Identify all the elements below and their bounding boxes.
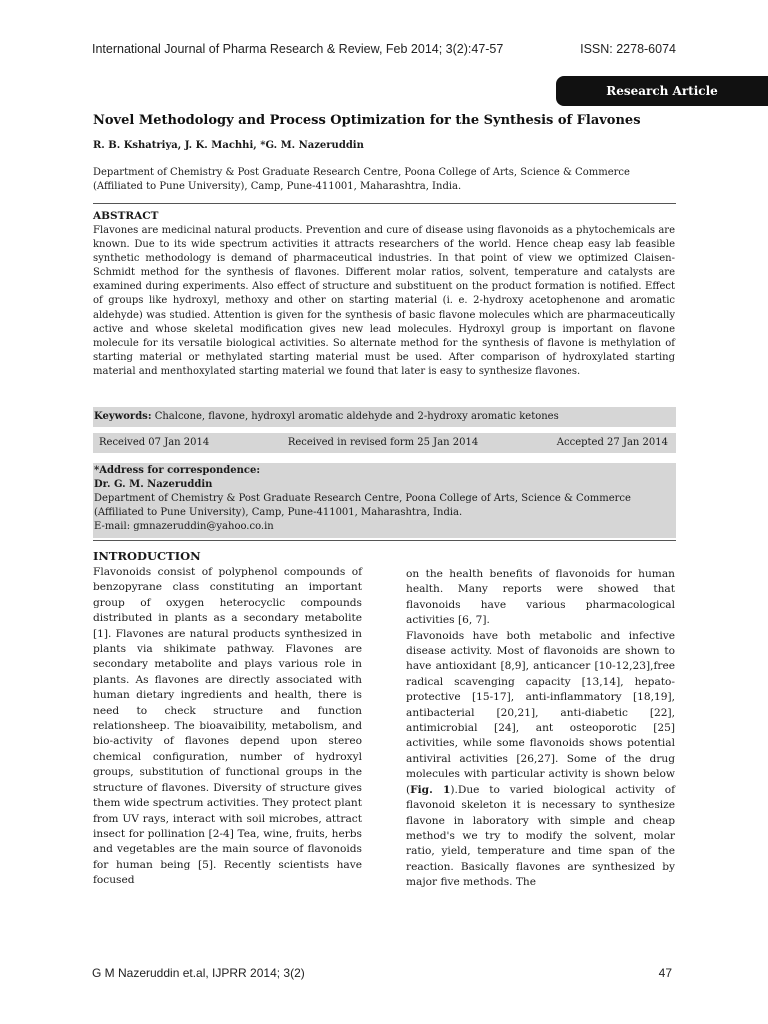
article-type-badge: Research Article (556, 76, 768, 106)
correspondence-name: Dr. G. M. Nazeruddin (94, 479, 213, 490)
page-footer (92, 966, 672, 980)
correspondence-heading: *Address for correspondence: (94, 465, 261, 476)
paragraph-text: Flavonoids have both metabolic and infective disease activity. Most of flavonoids are shown to have antioxidant [8,9], anticancer [10-12,23],free radical scavenging capacity [13,14], hepato-protective [15-17], anti-inflammatory [18,19], antibacterial [20,21], anti-diabetic [22], antimicrobial [24], ant osteoporotic [25] activities, while some flavonoids shows potential antiviral activities [26,27]. Some of the drug molecules with particular activity is shown below ( (406, 629, 675, 796)
dates-box (93, 433, 676, 453)
introduction-paragraph: Flavonoids consist of polyphenol compounds of benzopyrane class constituting an important group of oxygen heterocyclic compounds distributed in plants as a secondary metabolite [1]. Flavones are natural products synthesized in plants via shikimate pathway. Flavones are secondary metabolite and plays various role in plants. As flavones are directly associated with human dietary ingredients and health, there is need to check structure and function relationsheep. The bioavaibility, metabolism, and bio-activity of flavones depend upon stereo chemical configuration, number of hydroxyl groups, substitution of functional groups in the structure of flavones. Diversity of structure gives them wide spectrum activities. They protect plant from UV rays, interact with soil microbes, attract insect for pollination [2-4] Tea, wine, fruits, herbs and vegetables are the main source of flavonoids for human being [5]. Recently scientists have focused (93, 566, 362, 887)
correspondence-email: E-mail: gmnazeruddin@yahoo.co.in (94, 521, 274, 532)
abstract (93, 209, 675, 379)
introduction-paragraph (406, 629, 675, 891)
introduction-paragraph: on the health benefits of flavonoids for human health. Many reports were showed that flavonoids have various pharmacological activities [6, 7]. (406, 568, 675, 627)
issn: ISSN: 2278-6074 (580, 42, 676, 56)
right-column (406, 567, 675, 891)
correspondence-address-line: Department of Chemistry & Post Graduate Research Centre, Poona College of Arts, Science & Commerce (94, 493, 631, 504)
left-column (93, 548, 362, 889)
revised-date: Received in revised form 25 Jan 2014 (287, 437, 479, 448)
affiliation-line: (Affiliated to Pune University), Camp, Pune-411001, Maharashtra, India. (93, 181, 462, 192)
accepted-date: Accepted 27 Jan 2014 (556, 437, 668, 448)
keywords-label: Keywords: (94, 411, 152, 422)
affiliation (93, 166, 678, 194)
keywords-box (93, 407, 676, 427)
journal-header (92, 42, 676, 56)
paragraph-text: ).Due to varied biological activity of flavonoid skeleton it is necessary to synthesize flavone in laboratory with simple and cheap method's we try to modify the solvent, molar ratio, yield, temperature and time span of the reaction. Basically flavones are synthesized by major five methods. The (406, 783, 676, 889)
paper-title: Novel Methodology and Process Optimization for the Synthesis of Flavones (93, 113, 641, 128)
correspondence-box (93, 463, 676, 538)
journal-citation: International Journal of Pharma Research & Review, Feb 2014; 3(2):47-57 (92, 42, 504, 56)
affiliation-line: Department of Chemistry & Post Graduate Research Centre, Poona College of Arts, Science & Commerce (93, 167, 630, 178)
keywords-text: Chalcone, flavone, hydroxyl aromatic aldehyde and 2-hydroxy aromatic ketones (151, 411, 559, 422)
figure-reference: Fig. 1 (410, 783, 451, 796)
divider (93, 203, 676, 204)
correspondence-address-line: (Affiliated to Pune University), Camp, Pune-411001, Maharashtra, India. (94, 507, 463, 518)
received-date: Received 07 Jan 2014 (99, 437, 210, 448)
divider (93, 540, 676, 541)
abstract-heading: ABSTRACT (93, 210, 159, 222)
footer-citation: G M Nazeruddin et.al, IJPRR 2014; 3(2) (92, 966, 305, 980)
authors: R. B. Kshatriya, J. K. Machhi, *G. M. Nazeruddin (93, 140, 364, 151)
page-number: 47 (658, 966, 672, 980)
abstract-text: Flavones are medicinal natural products. Prevention and cure of disease using flavonoids as a phytochemicals are known. Due to its wide spectrum activities it attracts researchers of the world. Hence cheap easy lab feasible synthetic methodology is demand of pharmaceutical industries. In that point of view we optimized Claisen-Schmidt method for the synthesis of flavones. Different molar ratios, solvent, temperature and catalysts are examined during experiments. Also effect of structure and substituent on the product formation is notified. Effect of groups like hydroxyl, methoxy and other on starting material (i. e. 2-hydroxy acetophenone and aromatic aldehyde) was studied. Attention is given for the synthesis of basic flavone molecules which are pharmaceutically active and whose skeletal modification gives new lead molecules. Hydroxyl group is important on flavone molecule for its versatile biological activities. So alternate method for the synthesis of flavone is methylation of starting material or methylated starting material must be used. After comparison of hydroxylated starting material and menthoxylated starting material we found that later is easy to synthesize flavones. (93, 225, 675, 377)
introduction-heading: INTRODUCTION (93, 549, 201, 563)
